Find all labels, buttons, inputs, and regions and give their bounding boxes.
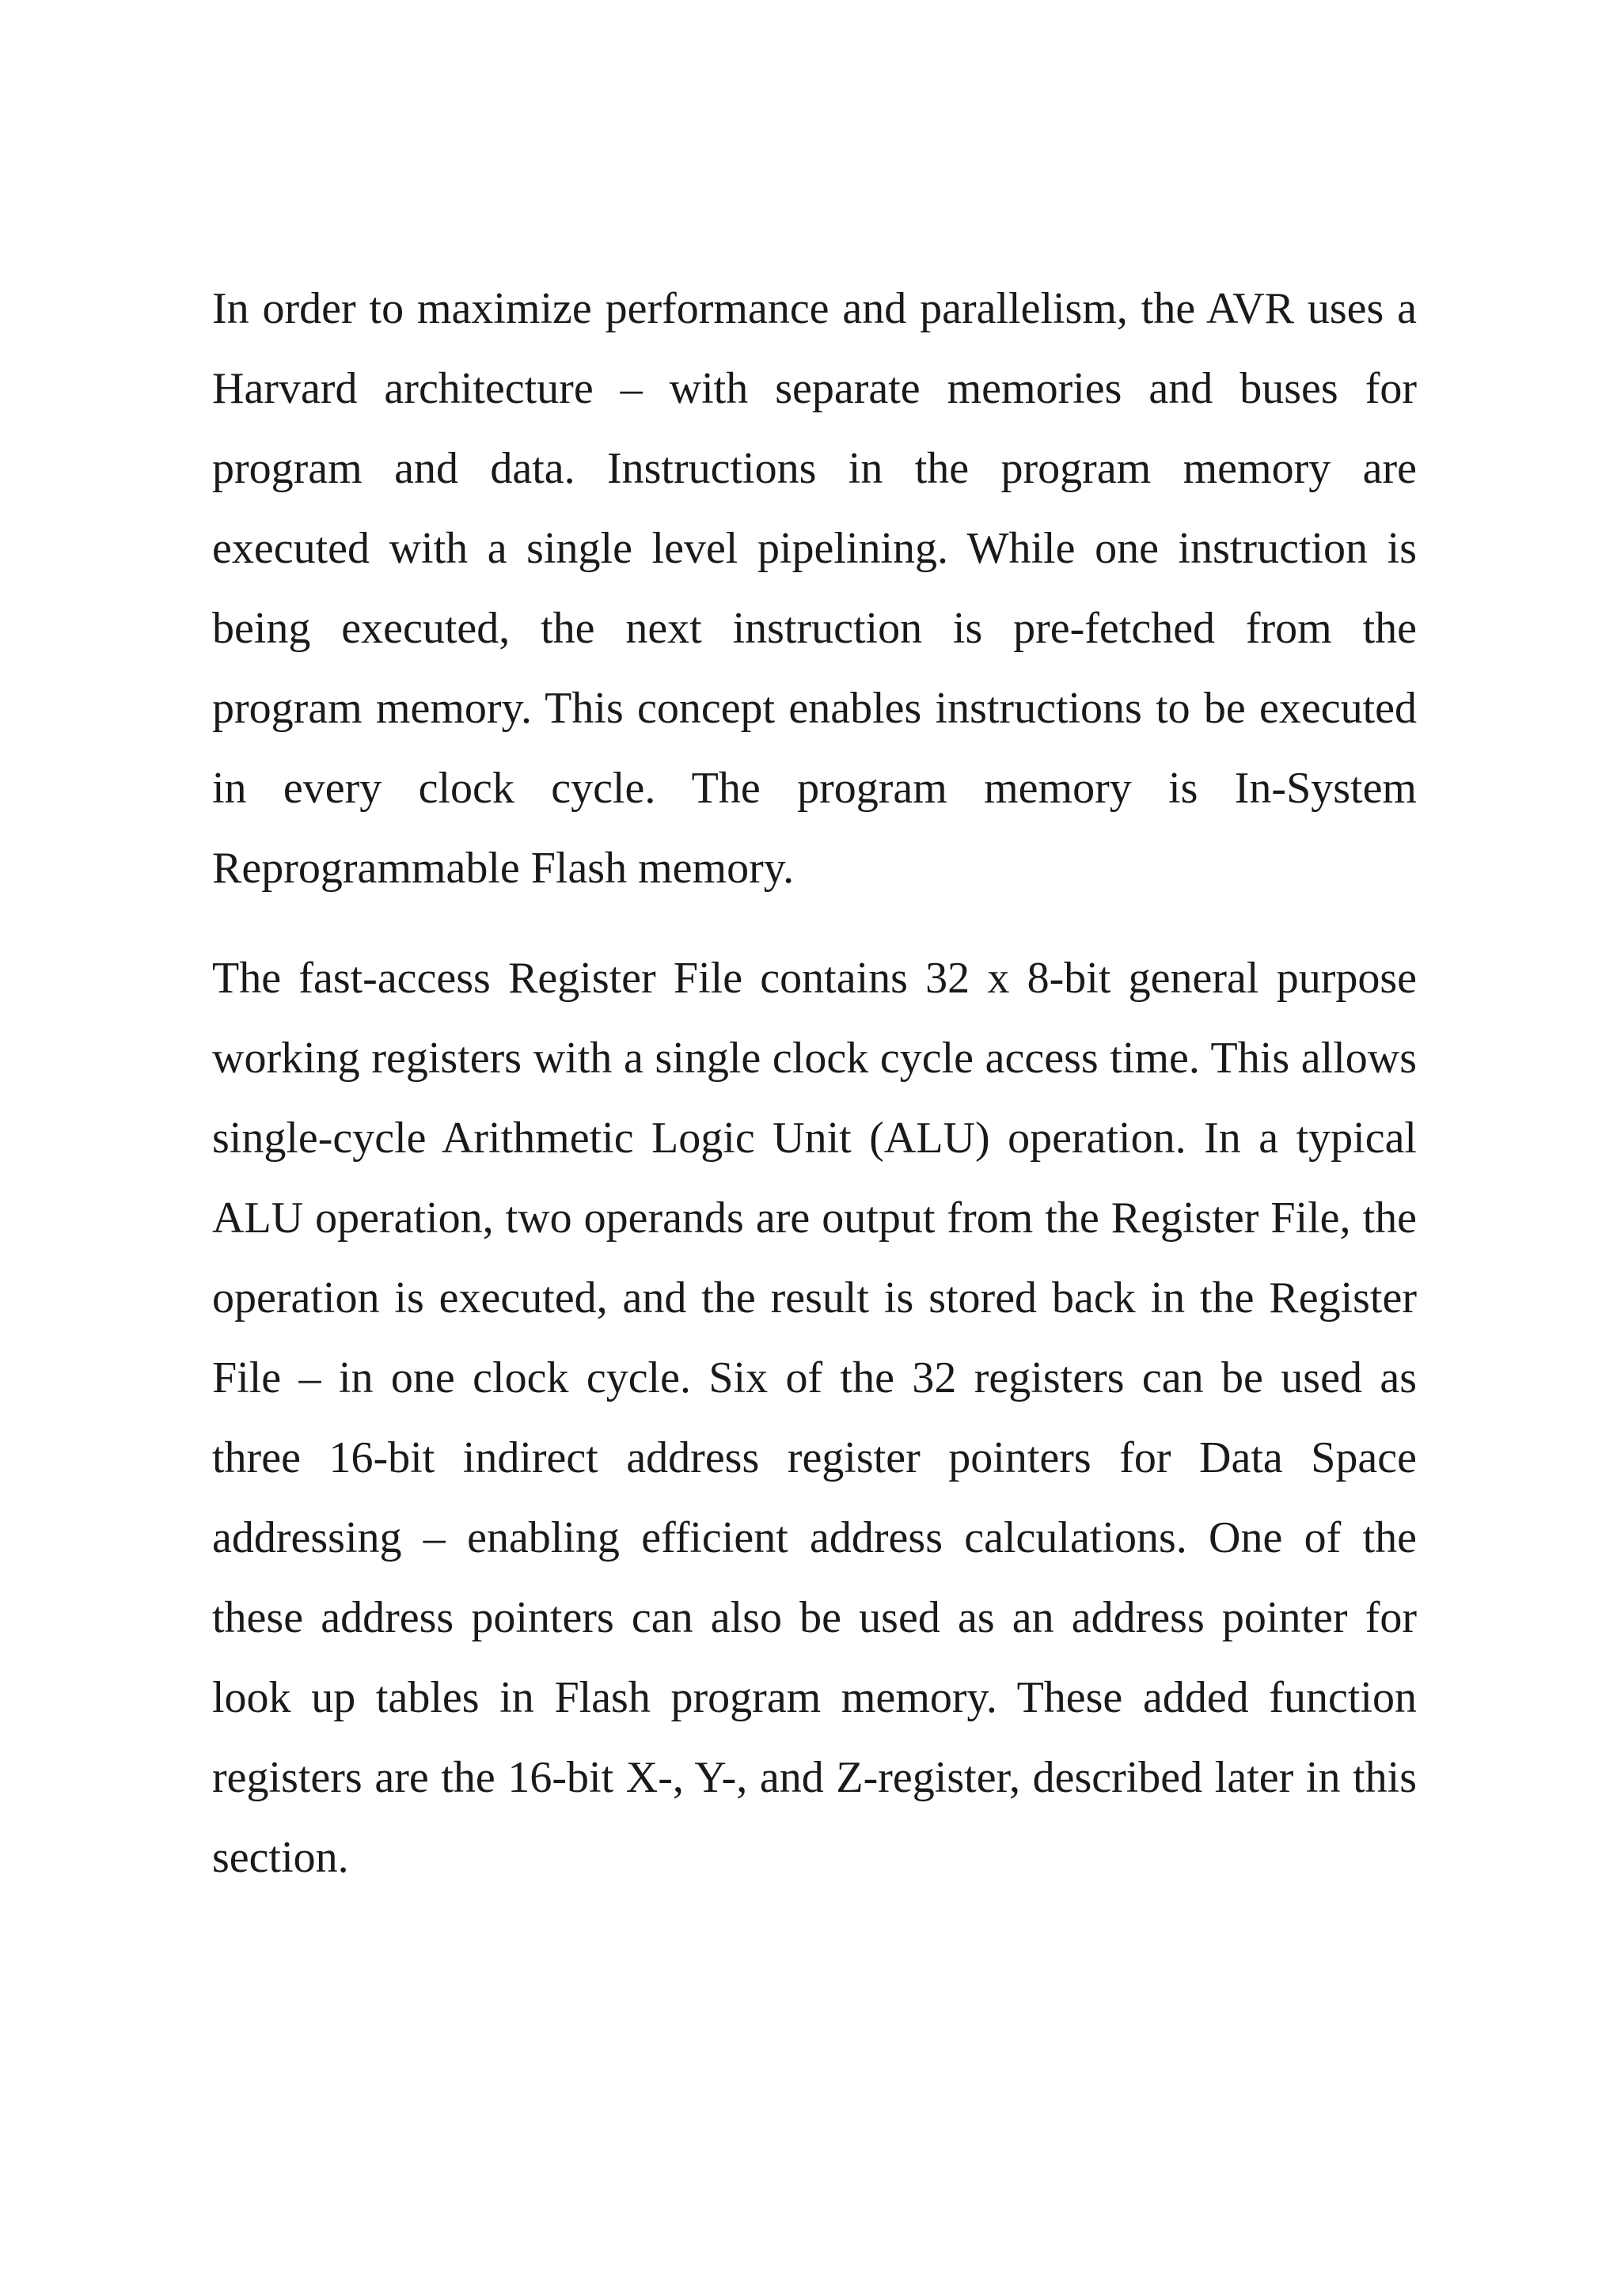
paragraph-harvard-architecture: In order to maximize performance and parallelism, the AVR uses a Harvard architecture – with separate memories and buses for program and data. Instructions in the program memory are executed with a single level pipelining. While one instruction is being executed, the next instruction is pre-fetched from the program memory. This concept enables instructions to be executed in every clock cycle. The program memory is In-System Reprogrammable Flash memory. (212, 284, 1417, 893)
paragraph-register-file: The fast-access Register File contains 32 x 8-bit general purpose working registers with a single clock cycle access time. This allows single-cycle Arithmetic Logic Unit (ALU) operation. In a typical ALU operation, two operands are output from the Register File, the operation is executed, and the result is stored back in the Register File – in one clock cycle. Six of the 32 registers can be used as three 16-bit indirect address register pointers for Data Space addressing – enabling efficient address calculations. One of the these address pointers can also be used as an address pointer for look up tables in Flash program memory. These added function registers are the 16-bit X-, Y-, and Z-register, described later in this section. (212, 954, 1417, 1882)
